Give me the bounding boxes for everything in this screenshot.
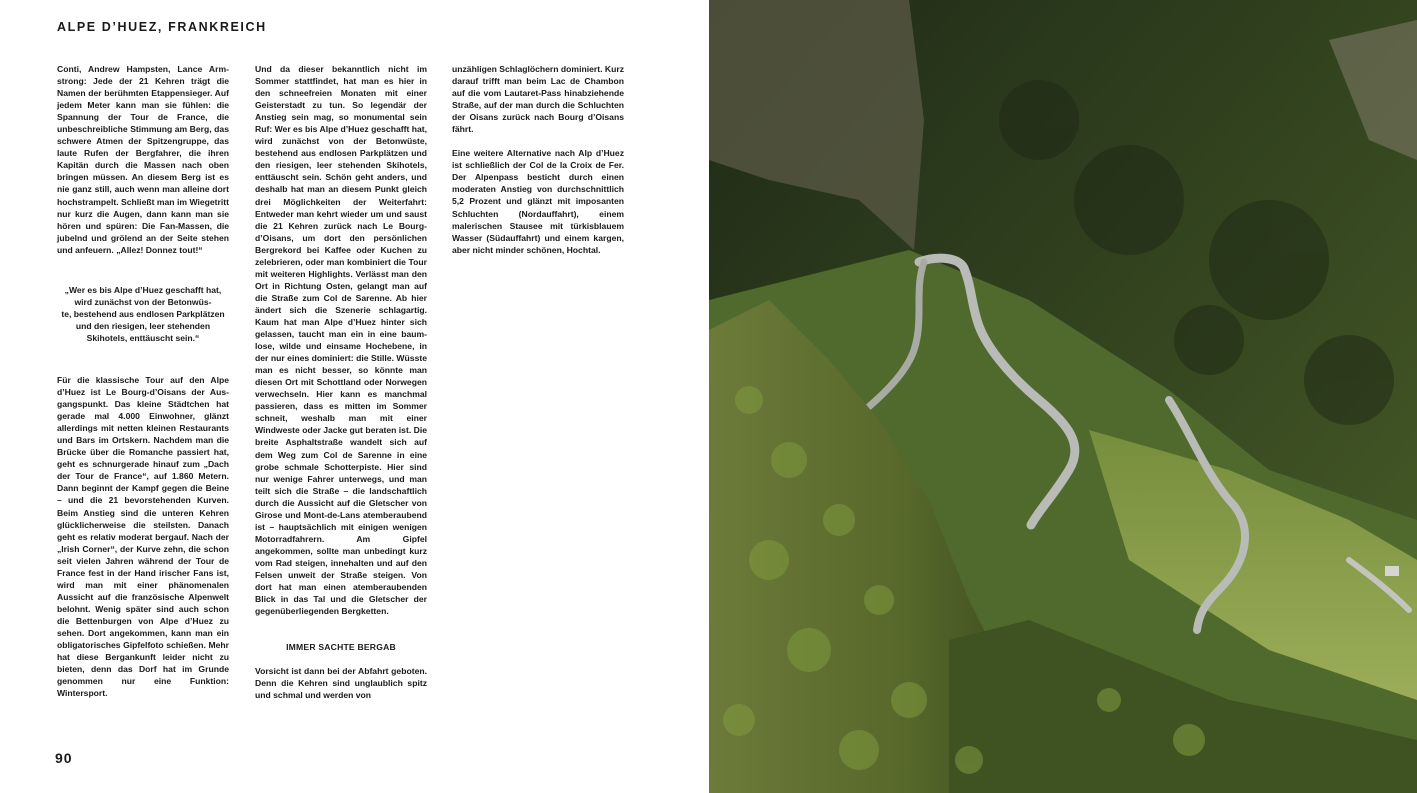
paragraph: unzähligen Schlaglöchern dominiert. Kurz darauf trifft man beim Lac de Chambon auf die vom Lautaret-Pass hinabziehende Straße, auf der man durch die Schluchten der Oisans zurück nach Bourg d’Oisans fährt. xyxy=(452,64,624,135)
text-column-1 xyxy=(57,63,229,711)
text-column-3 xyxy=(452,63,624,268)
section-subhead: IMMER SACHTE BERGAB xyxy=(286,642,396,653)
pull-quote xyxy=(61,284,225,344)
paragraph: Für die klassische Tour auf den Alpe d’Huez ist Le Bourg-d’Oisans der Ausgangspunkt. Das kleine Städtchen hat gerade mal 4.000 Einwohner, glänzt allerdings mit netten kleinen Restaurants und Bars im Ortskern. Nachdem man die Brücke über die Romanche passiert hat, geht es schnurgerade hinauf zum „Dach der Tour de France“, auf 1.860 Metern. Dann beginnt der Kampf gegen die Beine – und die 21 bevorstehenden Kurven. Beim Anstieg sind die unteren Kehren glücklicherweise die steilsten. Danach geht es relativ moderat bergauf. Nach der „Irish Corner“, der Kurve zehn, die schon seit vielen Jahren während der Tour de France fest in der Hand irischer Fans ist, wird man mit einer phänomenalen Aussicht auf die französische Alpenwelt belohnt. Wenig später sind auch schon die Bettenburgen von Alpe d’Huez zu sehen. Dort angekommen, kann man ein obligatorisches Gipfelfoto schießen. Mehr hat diese Bergankunft leider nicht zu bieten, denn das Dorf hat im Grunde genommen nur eine Funktion: Wintersport. xyxy=(57,374,229,699)
paragraph: Eine weitere Alternative nach Alp d’Huez ist schließlich der Col de la Croix de Fer. Der Alpenpass besticht durch einen moderaten Anstieg von durchschnittlich 5,2 Prozent und glänzt mit imposanten Schluchten (Nordauffahrt), einem malerischen Stausee mit türkisblauem Wasser (Südauffahrt) und einem kargen, aber nicht minder schönen, Hochtal. xyxy=(452,148,624,255)
paragraph: Und da dieser bekanntlich nicht im Sommer stattfindet, hat man es hier in den schneefreien Monaten mit einer Geisterstadt zu tun. So legendär der Anstieg sein mag, so monumental sein Ruf: Wer es bis Alpe d’Huez geschafft hat, wird zunächst von der Betonwüste, bestehend aus endlosen Parkplätzen und den riesigen, leer stehenden Skihotels, enttäuscht sein. Schön geht anders, und deshalb hat man an diesem Punkt gleich drei Möglichkeiten der Weiterfahrt: Entweder man kehrt wieder um und saust die 21 Kehren zurück nach Le Bourg-d’Oisans, um dort den persönlichen Bergrekord bei Kaffee oder Kuchen zu zelebrieren, oder man kombiniert die Tour mit weiteren Highlights. Verlässt man den Ort in Richtung Osten, gelangt man auf die Straße zum Col de Sarenne. Ab hier ändert sich die Szenerie schlagartig. Kaum hat man Alpe d’Huez hinter sich gelassen, taucht man ein in eine baumlose, wilde und einsame Hochebene, in der nur eines dominiert: die Stille. Wüsste man es nicht besser, so könnte man diesen Ort mit Schottland oder Norwegen verwechseln. Hier kann es manchmal passieren, dass es mitten im Sommer schneit, weshalb man mit einer Windweste oder Jacke gut beraten ist. Die breite Asphaltstraße wandelt sich auf dem Weg zum Col de Sarenne in eine grobe schmale Schotterpiste. Hier sind nur wenige Fahrer unterwegs, und man teilt sich die Straße – die landschaftlich durch die Aussicht auf die Gletscher von Girose und Mont-de-Lans atemberaubend ist – hauptsächlich mit einigen wenigen Motorradfahrern. Am Gipfel angekommen, sollte man unbedingt kurz vom Rad steigen, innehalten und auf den Felsen unweit der Straße steigen. Von dort hat man einen atemberaubenden Blick in das Tal und die Gletscher der gegenüberliegenden Bergketten. xyxy=(255,64,427,617)
paragraph: Vorsicht ist dann bei der Abfahrt geboten. Denn die Kehren sind unglaublich spitz und schmal und werden von xyxy=(255,666,427,701)
paragraph: Conti, Andrew Hampsten, Lance Armstrong: Jede der 21 Kehren trägt die Namen der berühmten Etappensieger. Auf jedem Meter kann man sie fühlen: die Spannung der Tour de France, die unbeschreibliche Stimmung am Berg, das schwere Atmen der Spitzengruppe, das laute Rufen der Bergfahrer, die ihren Kapitän durch die Massen nach oben bringen müssen. An diesem Berg ist es nie ganz still, auch wenn man alleine dort hochstrampelt. Schließt man im Wiegetritt nur kurz die Augen, dann kann man sie hören und spüren: Die Fan-Massen, die jubelnd und grölend an der Seite stehen und anfeuern. „Allez! Donnez tout!“ xyxy=(57,64,229,255)
text-column-2 xyxy=(255,63,427,713)
page-number: 90 xyxy=(55,750,73,766)
pull-quote-line-2: te, bestehend aus endlosen Parkplätzen und den riesigen, leer stehenden Skihotels, enttäuscht sein.“ xyxy=(61,308,225,343)
running-head: ALPE D’HUEZ, FRANKREICH xyxy=(57,20,267,34)
mountain-road-illustration xyxy=(709,0,1417,793)
mountain-road-photo xyxy=(709,0,1417,793)
pull-quote-line-1: „Wer es bis Alpe d’Huez geschafft hat, wird zunächst von der Betonwüs- xyxy=(64,284,222,307)
